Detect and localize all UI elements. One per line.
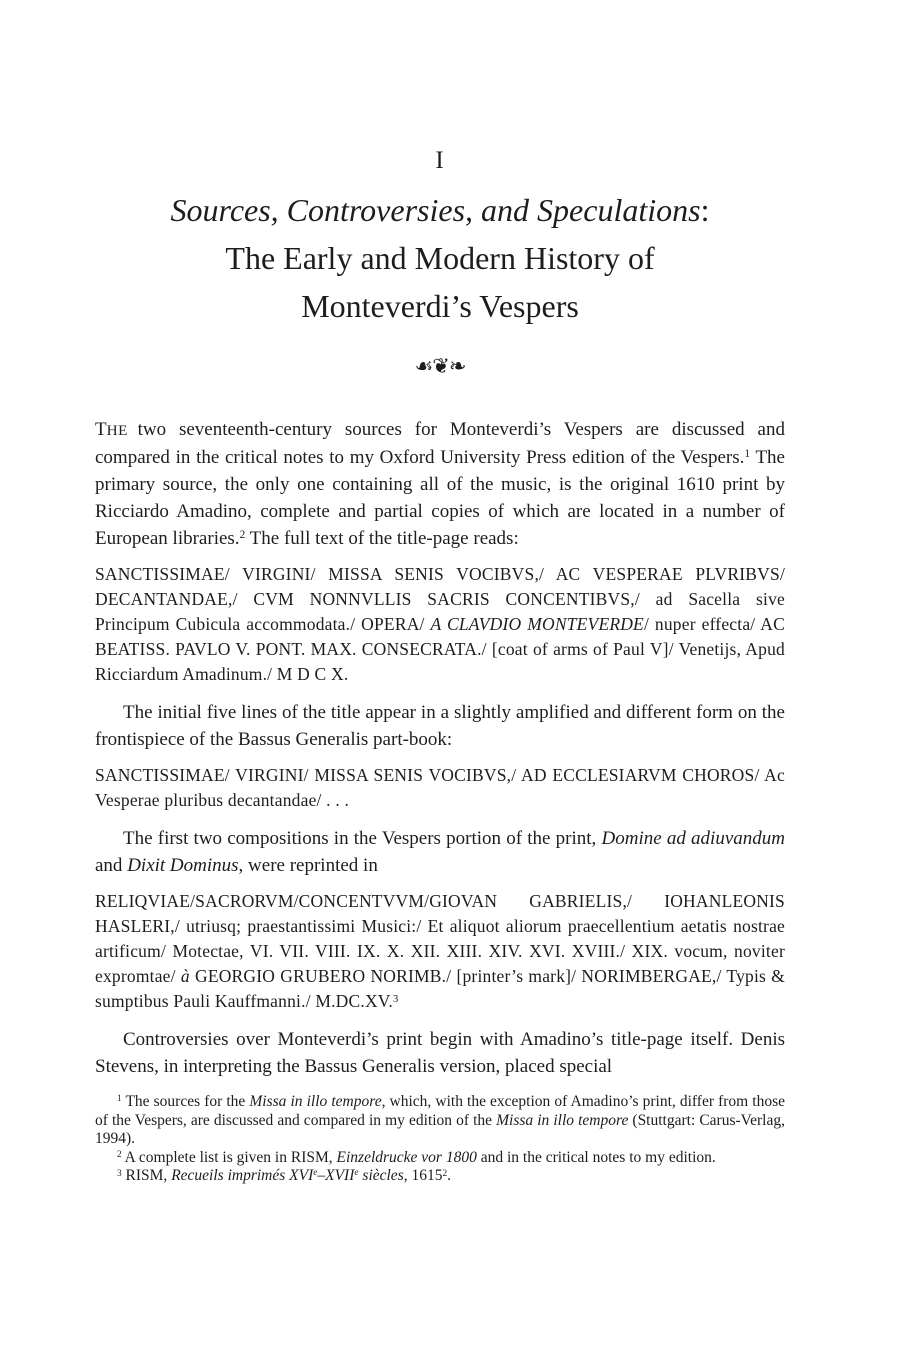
footnote-3: $^3$ RISM, Recueils imprimés XVIe–XVIIe siècles, 1615$^2$. (117, 1167, 452, 1185)
chapter-title (95, 186, 785, 330)
paragraph-3: The first two compositions in the Vespers portion of the print, Domine ad adiuvandum and Dixit Dominus, were reprinted in (95, 828, 785, 876)
footnotes-section (95, 1093, 785, 1186)
chapter-number: I (435, 147, 445, 174)
paragraph-4: Controversies over Monteverdi’s print begin with Amadino’s title-page itself. Denis Stevens, in interpreting the Bassus Generalis version, placed special (95, 1029, 785, 1077)
fleuron-ornament: ☙❦❧ (414, 354, 466, 378)
title-line-2: The Early and Modern History of (225, 240, 655, 276)
paragraph-1: THE two seventeenth-century sources for Monteverdi’s Vespers are discussed and compared in the critical notes to my Oxford University Press edition of the Vespers.$^1$ The primary source, the only one containing all of the music, is the original 1610 print by Ricciardo Amadino, complete and partial copies of which are located in a number of European libraries.$^2$ The full text of the title-page reads: (95, 419, 785, 549)
blockquote-title-page: SANCTISSIMAE/ VIRGINI/ MISSA SENIS VOCIBVS,/ AC VESPERAE PLVRIBVS/ DECANTANDAE,/ CVM NONNVLLIS SACRIS CONCENTIBVS,/ ad Sacella sive Principum Cubicula accommodata./ OPERA/ A CLAVDIO MONTEVERDE/ nuper effecta/ AC BEATISS. PAVLO V. PONT. MAX. CONSECRATA./ [coat of arms of Paul V]/ Venetijs, Apud Ricciardum Amadinum./ M D C X. (95, 564, 785, 684)
title-line-3: Monteverdi’s Vespers (301, 288, 579, 324)
footnote-2: $^2$ A complete list is given in RISM, Einzeldrucke vor 1800 and in the critical notes to my edition. (117, 1148, 716, 1166)
footnote-1: $^1$ The sources for the Missa in illo tempore, which, with the exception of Amadino’s print, differ from those of the Vespers, are discussed and compared in my edition of the Missa in illo tempore (Stuttgart: Carus-Verlag, 1994). (95, 1093, 785, 1148)
text-column (95, 0, 785, 1186)
blockquote-reliqviae: RELIQVIAE/SACRORVM/CONCENTVVM/GIOVAN GABRIELIS,/ IOHANLEONIS HASLERI,/ utriusq; praestantissimi Musici:/ Et aliquot aliorum praecellentium aetatis nostrae artificum/ Motectae, VI. VII. VIII. IX. X. XII. XIII. XIV. XVI. XVIII./ XIX. vocum, noviter expromtae/ à GEORGIO GRUBERO NORIMB./ [printer’s mark]/ NORIMBERGAE,/ Typis & sumptibus Pauli Kauffmanni./ M.DC.XV.$^3$ (95, 891, 785, 1011)
paragraph-2: The initial five lines of the title appear in a slightly amplified and different form on the frontispiece of the Bassus Generalis part-book: (95, 702, 785, 750)
title-line-1: Sources, Controversies, and Speculations: (170, 192, 710, 228)
blockquote-bassus-generalis: SANCTISSIMAE/ VIRGINI/ MISSA SENIS VOCIBVS,/ AD ECCLESIARVM CHOROS/ Ac Vesperae pluribus decantandae/ . . . (95, 765, 785, 810)
